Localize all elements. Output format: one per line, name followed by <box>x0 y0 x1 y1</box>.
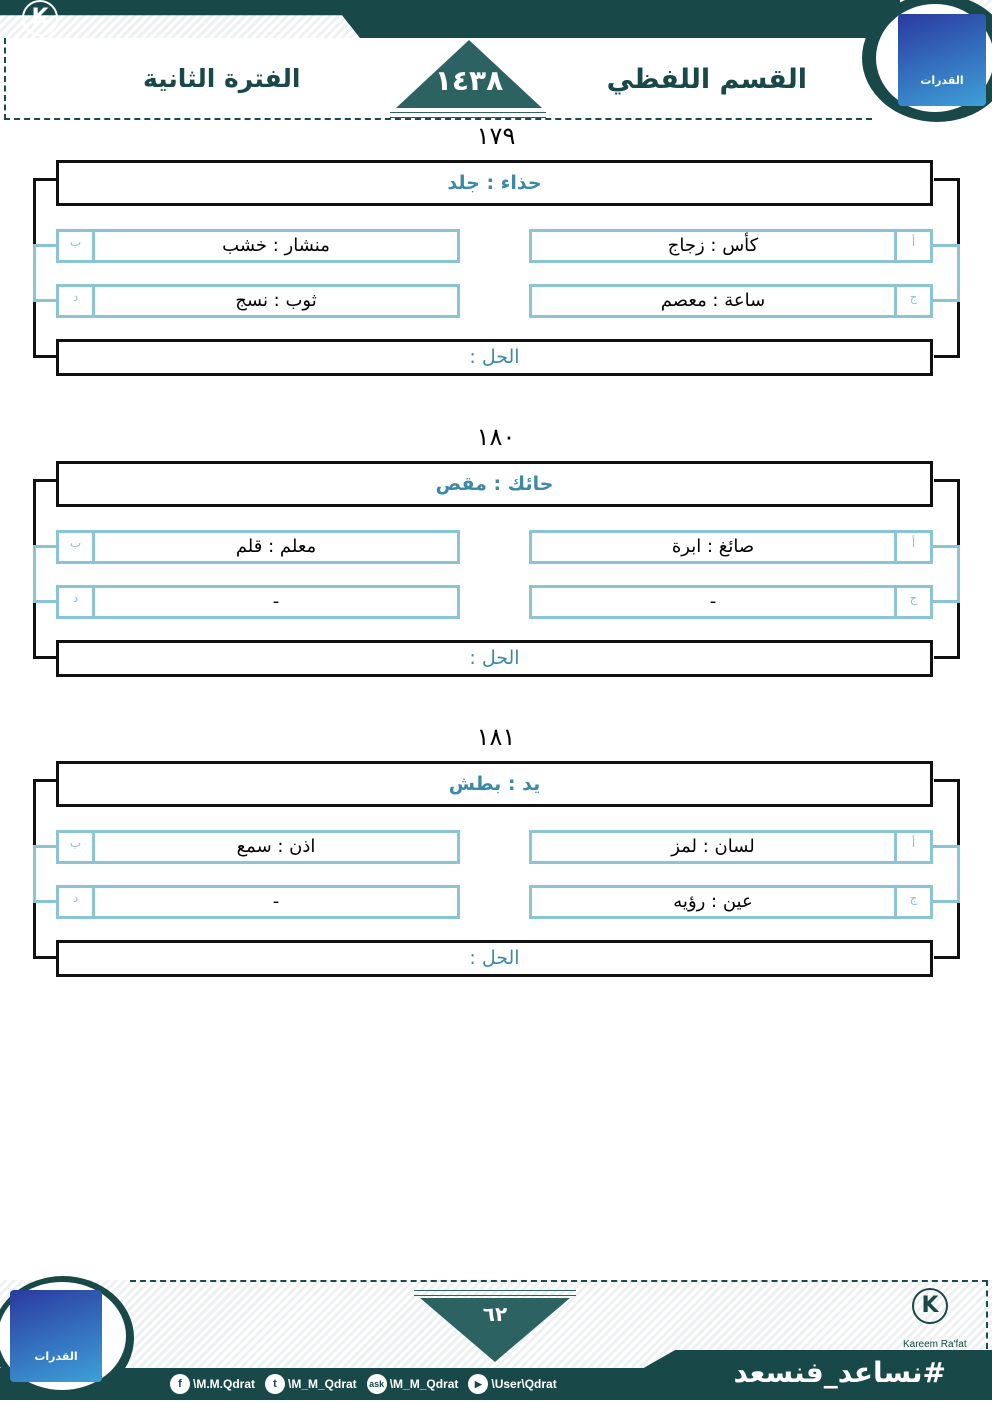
facebook-icon: f <box>170 1374 190 1394</box>
answer-choice[interactable] <box>529 229 933 263</box>
social-handle: \M.M.Qdrat <box>193 1377 255 1391</box>
answer-choice[interactable] <box>56 585 460 619</box>
choice-letter: د <box>59 287 95 315</box>
social-link-askfm[interactable] <box>367 1374 459 1394</box>
choice-letter: أ <box>894 232 930 260</box>
social-handle: \User\Qdrat <box>491 1377 557 1391</box>
answer-choice[interactable] <box>529 284 933 318</box>
brand-logo: K <box>22 0 58 36</box>
year-underline <box>390 112 546 118</box>
answer-choice[interactable] <box>56 885 460 919</box>
choice-text: لسان : لمز <box>671 836 755 857</box>
page-number: ٦٢ <box>482 1302 508 1326</box>
choice-bracket-left <box>33 845 57 903</box>
choice-text: كأس : زجاج <box>667 235 759 256</box>
choice-bracket-right <box>932 845 960 903</box>
question-number: ١٧٩ <box>476 122 516 150</box>
social-handle: \M_M_Qdrat <box>389 1377 459 1391</box>
choice-letter: ب <box>59 533 95 561</box>
choice-bracket-right <box>932 545 960 603</box>
answer-choice[interactable] <box>56 284 460 318</box>
footer-book-logo-icon: القدرات <box>10 1290 102 1382</box>
choice-text: عين : رؤيه <box>673 891 753 912</box>
choice-text: ساعة : معصم <box>660 290 766 311</box>
choice-letter: د <box>59 588 95 616</box>
answer-choice[interactable] <box>529 530 933 564</box>
choice-text: - <box>272 891 280 912</box>
answer-choice[interactable] <box>529 585 933 619</box>
solution-box[interactable]: الحل : <box>56 940 933 977</box>
youtube-icon: ▶ <box>468 1374 488 1394</box>
choice-letter: د <box>59 888 95 916</box>
question-stem: يد : بطش <box>56 761 933 807</box>
choice-letter: ب <box>59 232 95 260</box>
answer-choice[interactable] <box>529 885 933 919</box>
answer-choice[interactable] <box>56 830 460 864</box>
choice-letter: ج <box>894 588 930 616</box>
question-stem: حذاء : جلد <box>56 160 933 206</box>
choice-text: ثوب : نسج <box>235 290 317 311</box>
social-handle: \M_M_Qdrat <box>288 1377 357 1391</box>
section-title: القسم اللفظي <box>606 64 807 95</box>
solution-box[interactable]: الحل : <box>56 640 933 677</box>
choice-text: معلم : قلم <box>235 536 317 557</box>
question-number: ١٨٠ <box>476 423 516 451</box>
answer-choice[interactable] <box>56 229 460 263</box>
choice-text: - <box>709 591 717 612</box>
askfm-icon: ask <box>367 1374 387 1394</box>
solution-box[interactable]: الحل : <box>56 339 933 376</box>
question-stem: حائك : مقص <box>56 461 933 507</box>
twitter-icon: t <box>265 1374 285 1394</box>
brand-caption: Kareem Ra'fat <box>6 38 70 49</box>
choice-bracket-left <box>33 244 57 302</box>
year-label: ١٤٣٨ <box>434 64 504 97</box>
choice-letter: ج <box>894 888 930 916</box>
choice-bracket-right <box>932 244 960 302</box>
choice-letter: أ <box>894 833 930 861</box>
answer-choice[interactable] <box>56 530 460 564</box>
question-number: ١٨١ <box>476 723 516 751</box>
book-logo-icon: القدرات <box>898 14 986 106</box>
choice-letter: ج <box>894 287 930 315</box>
footer-hashtag: #نساعد_فنسعد <box>733 1356 946 1389</box>
period-title: الفترة الثانية <box>143 64 301 93</box>
footer-brand-logo: K <box>912 1288 948 1324</box>
social-link-twitter[interactable] <box>265 1374 357 1394</box>
social-links <box>170 1374 557 1394</box>
choice-text: منشار : خشب <box>222 235 330 256</box>
social-link-youtube[interactable] <box>468 1374 556 1394</box>
social-link-facebook[interactable] <box>170 1374 255 1394</box>
choice-text: صائغ : ابرة <box>671 536 755 557</box>
choice-text: اذن : سمع <box>236 836 316 857</box>
choice-letter: أ <box>894 533 930 561</box>
choice-bracket-left <box>33 545 57 603</box>
footer-brand-caption: Kareem Ra'fat <box>903 1339 967 1350</box>
answer-choice[interactable] <box>529 830 933 864</box>
page-number-lines <box>414 1290 576 1296</box>
choice-text: - <box>272 591 280 612</box>
choice-letter: ب <box>59 833 95 861</box>
